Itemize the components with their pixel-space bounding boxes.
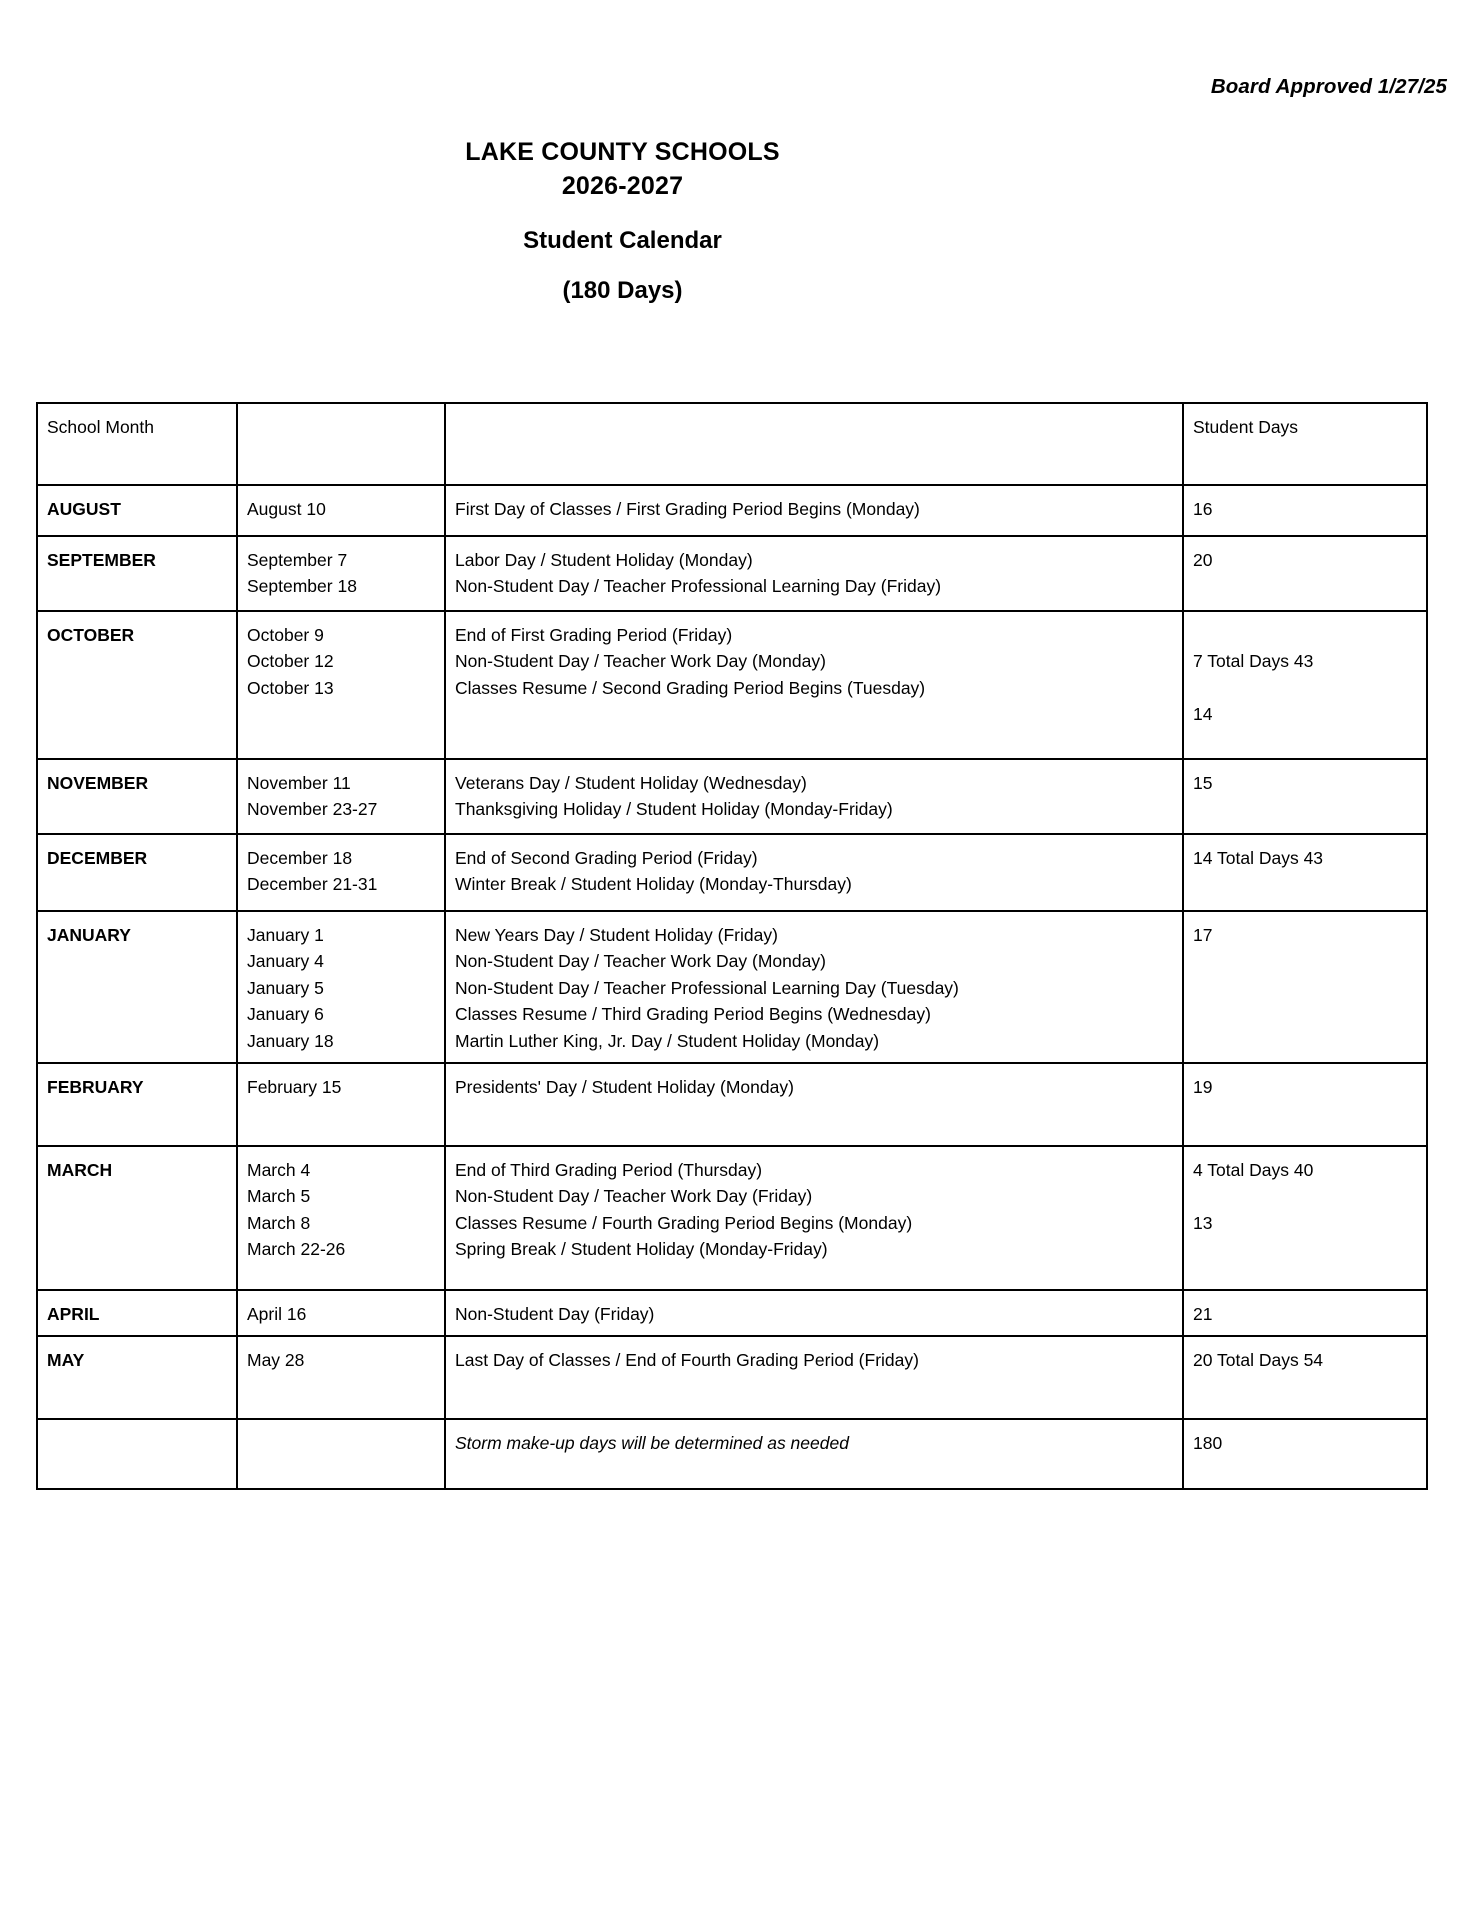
event-entry: Spring Break / Student Holiday (Monday-Friday) — [455, 1239, 828, 1259]
cell-student-days — [1183, 485, 1427, 536]
cell-student-days — [1183, 1063, 1427, 1146]
cell-dates — [237, 485, 445, 536]
student-days-value: 4 Total Days 40 — [1193, 1159, 1314, 1180]
table-row — [37, 1336, 1427, 1419]
page-title — [0, 135, 1245, 307]
event-entry: Thanksgiving Holiday / Student Holiday (Monday-Friday) — [455, 799, 893, 819]
cell-school-month — [37, 485, 237, 536]
cell-school-month — [37, 536, 237, 611]
cell-events — [445, 536, 1183, 611]
cell-school-month — [37, 611, 237, 759]
cell-dates — [237, 1419, 445, 1490]
table-row — [37, 485, 1427, 536]
table-row — [37, 1063, 1427, 1146]
student-days-value: 14 Total Days 43 — [1193, 847, 1324, 868]
event-entry: End of Second Grading Period (Friday) — [455, 847, 758, 868]
cell-events — [445, 834, 1183, 911]
date-entry: October 13 — [247, 677, 334, 698]
event-entry: Last Day of Classes / End of Fourth Grading Period (Friday) — [455, 1350, 919, 1370]
month-label: NOVEMBER — [47, 772, 149, 793]
date-entry: September 7 — [247, 549, 348, 570]
student-days-value: 15 — [1193, 772, 1213, 793]
student-calendar-table — [36, 402, 1428, 1490]
student-days-value: 7 Total Days 43 — [1193, 651, 1314, 671]
board-approved-stamp: Board Approved 1/27/25 — [1210, 75, 1447, 98]
cell-dates — [237, 536, 445, 611]
cell-dates — [237, 759, 445, 834]
month-label: JANUARY — [47, 924, 131, 945]
cell-events — [445, 911, 1183, 1064]
calendar-table-body — [37, 403, 1427, 1489]
date-entry: March 22-26 — [247, 1239, 346, 1259]
event-entry: Storm make-up days will be determined as needed — [455, 1432, 849, 1453]
event-entry: Non-Student Day / Teacher Professional Learning Day (Friday) — [455, 576, 942, 596]
days-spacer — [1193, 675, 1417, 702]
table-row — [37, 1290, 1427, 1337]
date-entry: December 21-31 — [247, 874, 378, 894]
total-days: (180 Days) — [562, 277, 683, 304]
table-row — [37, 1419, 1427, 1490]
month-label: SEPTEMBER — [47, 549, 156, 570]
event-entry: Presidents' Day / Student Holiday (Monday) — [455, 1077, 794, 1097]
event-entry: New Years Day / Student Holiday (Friday) — [455, 924, 778, 945]
month-label: APRIL — [47, 1303, 100, 1324]
column-header-dates — [237, 403, 445, 485]
date-entry: November 23-27 — [247, 799, 378, 819]
event-entry: Martin Luther King, Jr. Day / Student Holiday (Monday) — [455, 1030, 880, 1051]
table-row — [37, 1146, 1427, 1290]
date-entry: January 1 — [247, 924, 324, 945]
date-entry: March 5 — [247, 1186, 311, 1206]
date-entry: August 10 — [247, 499, 326, 519]
cell-student-days — [1183, 834, 1427, 911]
cell-events — [445, 1419, 1183, 1490]
student-days-value: 16 — [1193, 499, 1213, 519]
date-entry: April 16 — [247, 1303, 307, 1324]
cell-events — [445, 1336, 1183, 1419]
cell-dates — [237, 1146, 445, 1290]
cell-school-month — [37, 834, 237, 911]
event-entry: Classes Resume / Fourth Grading Period Begins (Monday) — [455, 1212, 913, 1233]
district-name: LAKE COUNTY SCHOOLS — [465, 138, 780, 166]
column-header-school-month: School Month — [37, 403, 237, 485]
cell-school-month — [37, 759, 237, 834]
date-entry: November 11 — [247, 772, 351, 793]
month-label: OCTOBER — [47, 624, 135, 645]
cell-student-days — [1183, 611, 1427, 759]
date-entry: September 18 — [247, 576, 357, 596]
event-entry: Non-Student Day (Friday) — [455, 1303, 655, 1324]
cell-events — [445, 1290, 1183, 1337]
table-row — [37, 759, 1427, 834]
days-spacer — [1193, 622, 1417, 649]
cell-dates — [237, 1290, 445, 1337]
student-days-value: 20 — [1193, 549, 1213, 570]
cell-school-month — [37, 1336, 237, 1419]
cell-school-month — [37, 1063, 237, 1146]
date-entry: January 5 — [247, 977, 324, 998]
cell-dates — [237, 834, 445, 911]
cell-student-days — [1183, 759, 1427, 834]
student-days-value: 17 — [1193, 924, 1213, 945]
month-label: FEBRUARY — [47, 1077, 144, 1097]
student-days-value: 19 — [1193, 1077, 1213, 1097]
table-row — [37, 611, 1427, 759]
event-entry: End of Third Grading Period (Thursday) — [455, 1159, 763, 1180]
event-entry: Classes Resume / Third Grading Period Begins (Wednesday) — [455, 1004, 931, 1024]
month-label: MARCH — [47, 1159, 113, 1180]
days-spacer — [1193, 1183, 1417, 1210]
cell-school-month — [37, 911, 237, 1064]
date-entry: January 18 — [247, 1030, 334, 1051]
event-entry: Non-Student Day / Teacher Work Day (Monday) — [455, 651, 826, 671]
date-entry: March 8 — [247, 1212, 311, 1233]
cell-events — [445, 1146, 1183, 1290]
cell-school-month — [37, 1290, 237, 1337]
month-label: MAY — [47, 1350, 85, 1370]
student-days-value: 20 Total Days 54 — [1193, 1350, 1324, 1370]
student-days-value: 21 — [1193, 1303, 1213, 1324]
cell-student-days — [1183, 911, 1427, 1064]
column-header-events — [445, 403, 1183, 485]
cell-school-month — [37, 1146, 237, 1290]
student-days-value: 13 — [1193, 1212, 1213, 1233]
cell-student-days — [1183, 1290, 1427, 1337]
event-entry: Non-Student Day / Teacher Work Day (Monday) — [455, 951, 826, 971]
table-row — [37, 911, 1427, 1064]
cell-student-days — [1183, 536, 1427, 611]
cell-student-days — [1183, 1336, 1427, 1419]
event-entry: End of First Grading Period (Friday) — [455, 624, 733, 645]
table-header-row — [37, 403, 1427, 485]
event-entry: Winter Break / Student Holiday (Monday-Thursday) — [455, 874, 852, 894]
school-year: 2026-2027 — [561, 172, 684, 200]
date-entry: December 18 — [247, 847, 353, 868]
cell-student-days — [1183, 1419, 1427, 1490]
date-entry: January 6 — [247, 1004, 324, 1024]
student-days-value: 14 — [1193, 704, 1213, 724]
cell-dates — [237, 1063, 445, 1146]
cell-dates — [237, 911, 445, 1064]
cell-events — [445, 1063, 1183, 1146]
calendar-type: Student Calendar — [523, 227, 722, 254]
cell-school-month — [37, 1419, 237, 1490]
calendar-table-wrap — [36, 402, 1426, 1490]
date-entry: October 12 — [247, 651, 334, 671]
cell-dates — [237, 1336, 445, 1419]
cell-events — [445, 759, 1183, 834]
date-entry: May 28 — [247, 1350, 305, 1370]
cell-dates — [237, 611, 445, 759]
date-entry: January 4 — [247, 951, 324, 971]
event-entry: Veterans Day / Student Holiday (Wednesday) — [455, 772, 807, 793]
student-days-value: 180 — [1193, 1432, 1223, 1453]
month-label: AUGUST — [47, 499, 121, 519]
date-entry: October 9 — [247, 624, 324, 645]
month-label: DECEMBER — [47, 847, 148, 868]
event-entry: Classes Resume / Second Grading Period Begins (Tuesday) — [455, 677, 926, 698]
date-entry: March 4 — [247, 1159, 311, 1180]
event-entry: Non-Student Day / Teacher Work Day (Friday) — [455, 1186, 813, 1206]
column-header-student-days: Student Days — [1183, 403, 1427, 485]
date-entry: February 15 — [247, 1077, 342, 1097]
table-row — [37, 834, 1427, 911]
table-row — [37, 536, 1427, 611]
event-entry: First Day of Classes / First Grading Period Begins (Monday) — [455, 499, 920, 519]
event-entry: Non-Student Day / Teacher Professional Learning Day (Tuesday) — [455, 977, 959, 998]
event-entry: Labor Day / Student Holiday (Monday) — [455, 549, 753, 570]
cell-student-days — [1183, 1146, 1427, 1290]
cell-events — [445, 611, 1183, 759]
cell-events — [445, 485, 1183, 536]
